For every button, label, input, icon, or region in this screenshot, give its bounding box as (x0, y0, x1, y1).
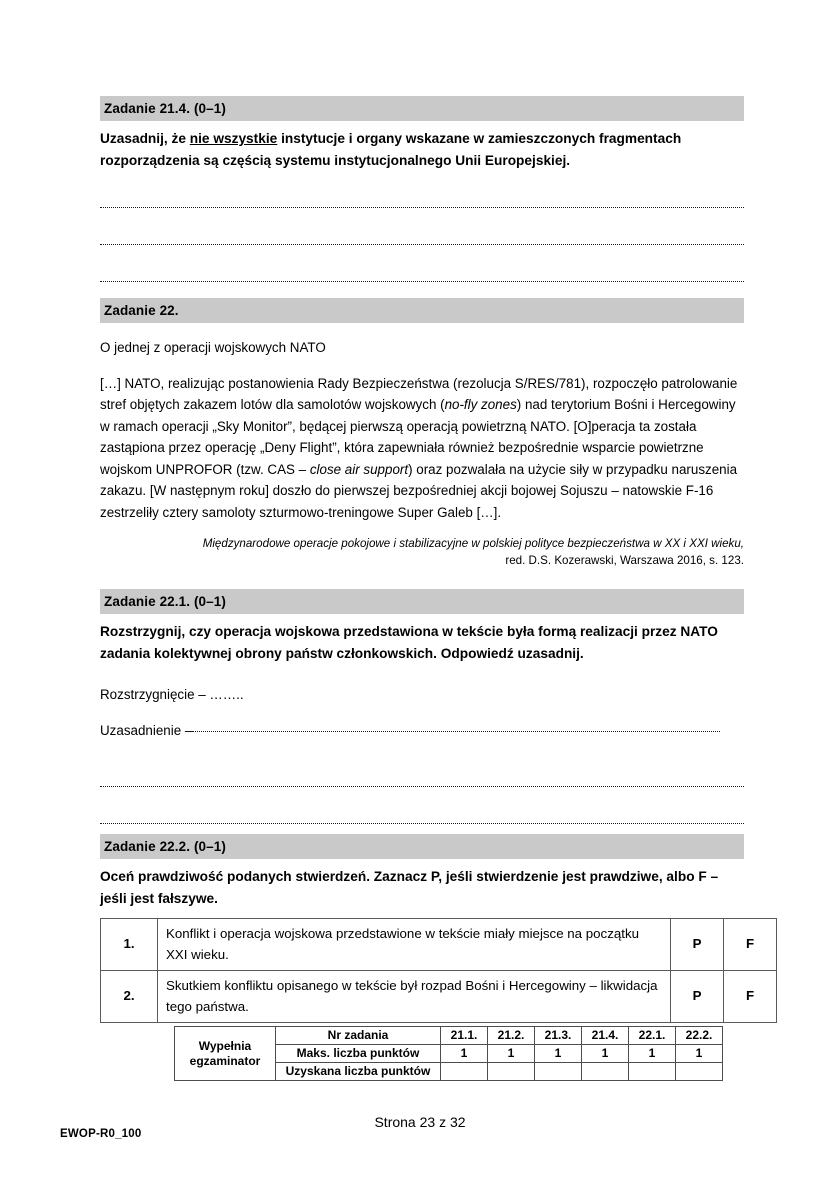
source-text-part2: ) nad terytorium Bośni i Hercegowiny w ramach operacji „Sky Monitor”, będącej pierwszą operacją powietrzną NATO. [O]peracja ta została zastąpiona przez operację „Deny Flight”, która zapewniała również bezpośrednie wsparcie powietrzne wojskom UNPROFOR (tzw. CAS – (100, 397, 736, 477)
page-number: Strona 23 z 32 (374, 1114, 466, 1130)
answer-line[interactable] (100, 215, 744, 252)
task-number-cell: 21.3. (535, 1027, 582, 1045)
table-row (101, 919, 777, 971)
source-italic-close-air-support: close air support (309, 461, 409, 477)
examiner-row-label: Nr zadania (276, 1027, 441, 1045)
examiner-grid-title (175, 1027, 276, 1081)
examiner-title-line-1: Wypełnia (198, 1038, 252, 1053)
max-points-cell: 1 (676, 1045, 723, 1063)
source-citation (100, 535, 744, 569)
obtained-points-cell[interactable] (535, 1063, 582, 1081)
task-22-2-header: Zadanie 22.2. (0–1) (100, 834, 744, 859)
row-number: 1. (101, 919, 158, 971)
answer-line[interactable] (100, 794, 744, 831)
task-number-cell: 21.1. (441, 1027, 488, 1045)
document-code: EWOP-R0_100 (60, 1128, 142, 1140)
citation-line-2: red. D.S. Kozerawski, Warszawa 2016, s. 123. (505, 554, 744, 567)
obtained-points-cell[interactable] (488, 1063, 535, 1081)
uzasadnienie-label: Uzasadnienie – (100, 723, 193, 738)
examiner-grid-wrap (174, 1026, 723, 1081)
dotted-rule (100, 207, 744, 208)
examiner-grid (174, 1026, 723, 1081)
answer-option-false[interactable]: F (724, 971, 777, 1023)
answer-line[interactable] (100, 757, 744, 794)
task-21-4-section (100, 96, 744, 171)
answer-option-true[interactable]: P (671, 971, 724, 1023)
task-number-cell: 21.2. (488, 1027, 535, 1045)
examiner-grid-row-task-numbers (175, 1027, 723, 1045)
answer-line[interactable] (100, 178, 744, 215)
dotted-rule (100, 244, 744, 245)
obtained-points-cell[interactable] (629, 1063, 676, 1081)
task-22-2-section (100, 834, 744, 909)
obtained-points-cell[interactable] (676, 1063, 723, 1081)
examiner-title-line-2: egzaminator (189, 1053, 261, 1068)
source-intro: O jednej z operacji wojskowych NATO (100, 340, 326, 355)
answer-option-false[interactable]: F (724, 919, 777, 971)
task-number-cell: 22.1. (629, 1027, 676, 1045)
task-number-cell: 22.2. (676, 1027, 723, 1045)
examiner-row-label: Uzyskana liczba punktów (276, 1063, 441, 1081)
citation-line-1: Międzynarodowe operacje pokojowe i stabilizacyjne w polskiej polityce bezpieczeństwa w XX i XXI wieku, (202, 537, 744, 550)
max-points-cell: 1 (488, 1045, 535, 1063)
rozstrzygniecie-label: Rozstrzygnięcie – …….. (100, 687, 244, 702)
instruction-text-part2: instytucje i organy wskazane w zamieszczonych fragmentach rozporządzenia są częścią systemu instytucjonalnego Unii Europejskiej. (100, 131, 682, 168)
task-22-1-header: Zadanie 22.1. (0–1) (100, 589, 744, 614)
examiner-row-label: Maks. liczba punktów (276, 1045, 441, 1063)
source-italic-no-fly-zones: no-fly zones (444, 397, 517, 412)
task-22-1-section (100, 589, 744, 664)
instruction-text-part1: Uzasadnij, że (100, 131, 190, 146)
dotted-rule (100, 281, 744, 282)
task-22-2-instruction: Oceń prawdziwość podanych stwierdzeń. Zaznacz P, jeśli stwierdzenie jest prawdziwe, albo F – jeśli jest fałszywe. (100, 869, 719, 906)
max-points-cell: 1 (535, 1045, 582, 1063)
row-statement: Konflikt i operacja wojskowa przedstawione w tekście miały miejsce na początku XXI wieku. (158, 919, 671, 971)
task-21-4-answer-lines (100, 178, 744, 289)
source-text-part3: ) oraz pozwalała na użycie siły w przypadku naruszenia zakazu. [W następnym roku] doszło do pierwszej bezpośredniej akcji bojowej Sojuszu – natowskie F-16 zestrzeliły cztery samoloty szturmowo-treningowe Super Galeb […]. (100, 461, 738, 520)
dotted-rule (100, 786, 744, 787)
task-22-1-answers (100, 684, 744, 831)
task-22-section (100, 298, 744, 523)
max-points-cell: 1 (441, 1045, 488, 1063)
true-false-table-wrap (100, 918, 755, 1023)
true-false-table (100, 918, 777, 1023)
row-number: 2. (101, 971, 158, 1023)
task-number-cell: 21.4. (582, 1027, 629, 1045)
task-21-4-instruction (100, 128, 744, 171)
source-text (100, 373, 744, 524)
task-21-4-header: Zadanie 21.4. (0–1) (100, 96, 744, 121)
answer-option-true[interactable]: P (671, 919, 724, 971)
obtained-points-cell[interactable] (441, 1063, 488, 1081)
obtained-points-cell[interactable] (582, 1063, 629, 1081)
row-statement: Skutkiem konfliktu opisanego w tekście był rozpad Bośni i Hercegowiny – likwidacja tego państwa. (158, 971, 671, 1023)
dotted-rule (100, 823, 744, 824)
task-22-1-instruction: Rozstrzygnij, czy operacja wojskowa przedstawiona w tekście była formą realizacji przez NATO zadania kolektywnej obrony państw członkowskich. Odpowiedź uzasadnij. (100, 624, 718, 661)
source-text-part1: […] NATO, realizując postanowienia Rady Bezpieczeństwa (rezolucja S/RES/781), rozpoczęło patrolowanie stref objętych zakazem lotów dla samolotów wojskowych ( (100, 375, 738, 412)
instruction-underlined-phrase: nie wszystkie (189, 131, 278, 146)
max-points-cell: 1 (582, 1045, 629, 1063)
answer-line[interactable] (100, 252, 744, 289)
dotted-rule[interactable] (192, 731, 720, 732)
task-22-header: Zadanie 22. (100, 298, 744, 323)
table-row (101, 971, 777, 1023)
uzasadnienie-row (100, 720, 744, 741)
max-points-cell: 1 (629, 1045, 676, 1063)
